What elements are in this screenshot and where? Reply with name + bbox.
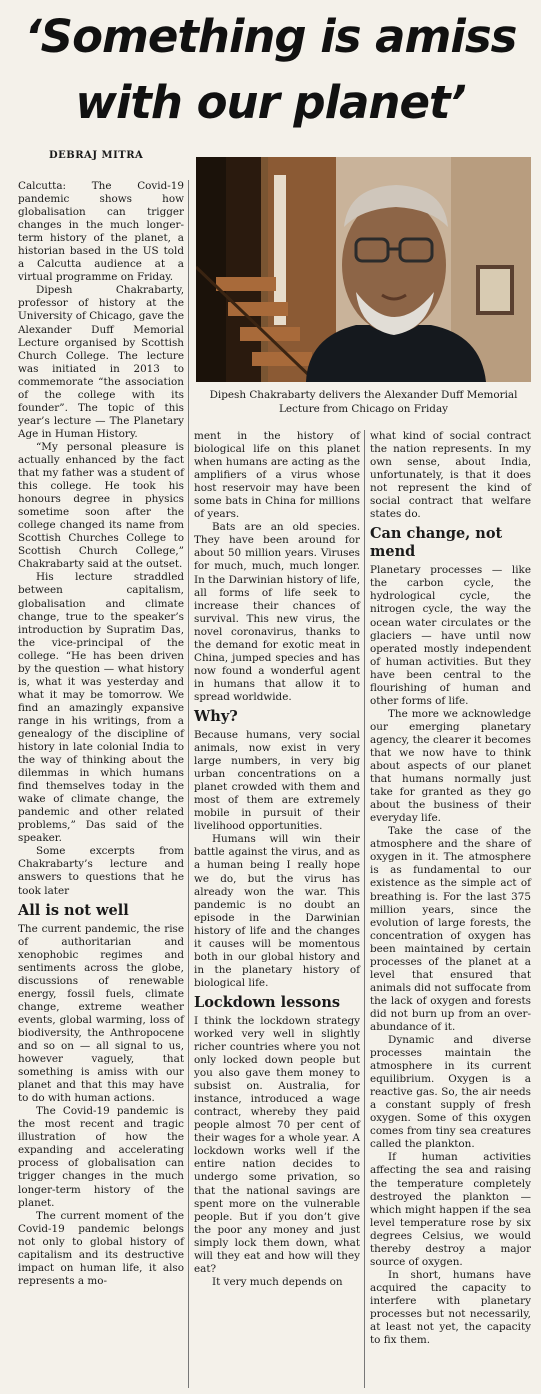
article-column-2 [194, 430, 360, 1289]
paragraph: Take the case of the atmosphere and the share of oxygen in it. The atmosphere is as fundamental to our existence as the simple act of breathing is. For the last 375 million years, since the evolution of large forests, the concentration of oxygen has been maintained by certain processes of the planet at a level that ensured that animals did not suffocate from the lack of oxygen and forests did not burn up from an over-abundance of it. [370, 825, 531, 1033]
paragraph: Humans will win their battle against the virus, and as a human being I really hope we do, but the virus has already won the war. This pandemic is no doubt an episode in the Darwinian history of life and the changes it causes will be momentous both in our global history and in the planetary history of biological life. [194, 833, 360, 989]
paragraph: In short, humans have acquired the capacity to interfere with planetary processes but not necessarily, at least not yet, the capacity to fix them. [370, 1268, 531, 1347]
article-column-1 [18, 180, 184, 1288]
paragraph: His lecture straddled between capitalism, globalisation and climate change, true to the speaker’s introduction by Supratim Das, the vice-principal of the college. “He has been driven by the question — what history is, what it was yesterday and what it may be tomorrow. We find an amazingly expansive range in his writings, from a genealogy of the discipline of history in late colonial India to the way of thinking about the dilemmas in which humans find themselves today in the wake of climate change, the pandemic and other related problems,” Das said of the speaker. [18, 571, 184, 845]
paragraph: what kind of social contract the nation represents. In my own sense, about India, unfortunately, is that it does not represent the kind of social contract that welfare states do. [370, 430, 531, 521]
paragraph: Planetary processes — like the carbon cycle, the hydrological cycle, the nitrogen cycle, the way the ocean water circulates or the glaciers — have until now operated mostly independent of human activities. But they have been central to the flourishing of human and other forms of life. [370, 564, 531, 707]
paragraph: If human activities affecting the sea and raising the temperature completely destroyed the plankton — which might happen if the sea level temperature rose by six degrees Celsius, we would thereby destroy a major source of oxygen. [370, 1151, 531, 1268]
subheading-can-change-not-mend: Can change, not mend [370, 525, 503, 561]
subheading-all-is-not-well: All is not well [18, 901, 129, 919]
headline-line-1: ‘Something is amiss [24, 10, 517, 63]
paragraph: ment in the history of biological life on this planet when humans are acting as the amplifiers of a virus whose host reservoir may have been some bats in China for millions of years. [194, 430, 360, 521]
paragraph: The current pandemic, the rise of authoritarian and xenophobic regimes and sentiments across the globe, discussions of renewable energy, fossil fuels, climate change, extreme weather events, global warming, loss of biodiversity, the Anthropocene and so on — all signal to us, however vaguely, that something is amiss with our planet and that this may have to do with human actions. [18, 922, 184, 1105]
paragraph: Calcutta: The Covid-19 pandemic shows how globalisation can trigger changes in the much longer-term history of the planet, a historian based in the US told a Calcutta audience at a virtual programme on Friday. [18, 180, 184, 284]
paragraph: Because humans, very social animals, now exist in very large numbers, in very big urban concentrations on a planet crowded with them and most of them are extremely mobile in pursuit of their livelihood opportunities. [194, 728, 360, 833]
photo-caption: Dipesh Chakrabarty delivers the Alexander Duff Memorial Lecture from Chicago on Friday [209, 389, 518, 415]
subheading-lockdown-lessons: Lockdown lessons [194, 993, 341, 1011]
article-column-3 [370, 430, 531, 1347]
paragraph: Dynamic and diverse processes maintain the atmosphere in its current equilibrium. Oxygen is a reactive gas. So, the air needs a constant supply of fresh oxygen. Some of this oxygen comes from tiny sea creatures called the plankton. [370, 1034, 531, 1151]
column-rule-2 [364, 430, 365, 1388]
headline [0, 4, 541, 136]
paragraph: Some excerpts from Chakrabarty’s lecture and answers to questions that he took later [18, 845, 184, 897]
paragraph: “My personal pleasure is actually enhanced by the fact that my father was a student of this college. He took his honours degree in physics sometime soon after the college changed its name from Scottish Churches College to Scottish Church College,” Chakrabarty said at the outset. [18, 440, 184, 571]
paragraph: The more we acknowledge our emerging planetary agency, the clearer it becomes that we now have to think about aspects of our planet that humans normally just take for granted as they go about the business of their everyday life. [370, 707, 531, 825]
paragraph: The Covid-19 pandemic is the most recent and tragic illustration of how the expanding and accelerating process of globalisation can trigger changes in the much longer-term history of the planet. [18, 1105, 184, 1209]
byline: DEBRAJ MITRA [49, 150, 144, 161]
speaker-photo [196, 157, 531, 382]
paragraph: The current moment of the Covid-19 pandemic belongs not only to global history of capitalism and its destructive impact on human life, it also represents a mo- [18, 1209, 184, 1287]
paragraph: Bats are an old species. They have been around for about 50 million years. Viruses for much, much, much longer. In the Darwinian history of life, all forms of life seek to increase their chances of survival. This new virus, the novel coronavirus, thanks to the demand for exotic meat in China, jumped species and has now found a wonderful agent in humans that allow it to spread worldwide. [194, 521, 360, 703]
subheading-why: Why? [194, 707, 238, 725]
headline-line-2: with our planet’ [75, 76, 466, 129]
paragraph: I think the lockdown strategy worked very well in slightly richer countries where you not only locked down people but you also gave them money to subsist on. Australia, for instance, introduced a wage contract, whereby they paid people almost 70 per cent of their wages for a whole year. A lockdown works well if the entire nation decides to undergo some privation, so that the national savings are spent more on the vulnerable people. But if you don’t give the poor any money and just simply lock them down, what will they eat and how will they eat? [194, 1014, 360, 1275]
paragraph: Dipesh Chakrabarty, professor of history at the University of Chicago, gave the Alexander Duff Memorial Lecture organised by Scottish Church College. The lecture was initiated in 2013 to commemorate “the association of the college with its founder”. The topic of this year’s lecture — The Planetary Age in Human History. [18, 284, 184, 440]
paragraph: It very much depends on [212, 1275, 343, 1288]
column-rule-1 [188, 180, 189, 1388]
